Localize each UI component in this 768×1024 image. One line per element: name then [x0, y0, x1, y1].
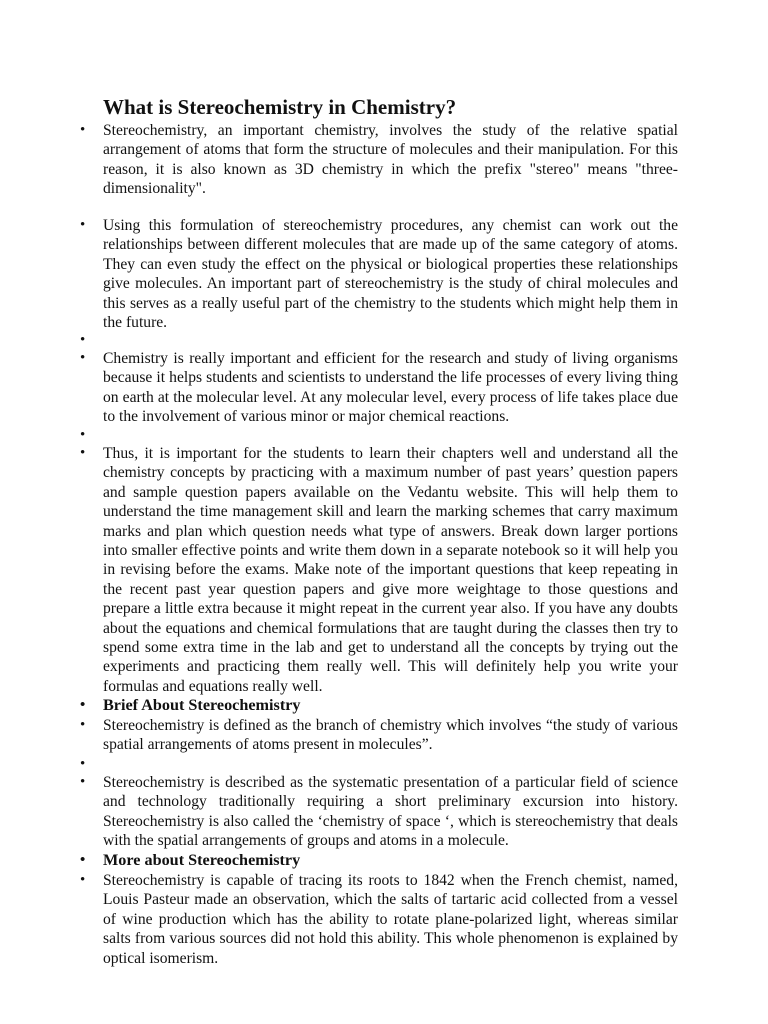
bullet-icon: • [80, 427, 86, 443]
heading-text: Brief About Stereochemistry [103, 696, 301, 714]
paragraph-text: Using this formulation of stereochemistry procedures, any chemist can work out the relationships between different molecules that are made up of the same category of atoms. They can even study the effect on the physical or biological properties these relationships give molecules. An important part of stereochemistry is the study of chiral molecules and this serves as a really useful part of the chemistry to the students which might help them in the future. [103, 217, 678, 332]
paragraph-text: Stereochemistry, an important chemistry, involves the study of the relative spatial arrangement of atoms that form the structure of molecules and their manipulation. For this reason, it is also known as 3D chemistry in which the prefix "stereo" means "three-dimensionality". [103, 122, 678, 198]
list-item [80, 444, 678, 696]
list-item [80, 716, 678, 755]
bullet-icon: • [80, 852, 86, 868]
list-item [80, 216, 678, 332]
paragraph-text: Thus, it is important for the students to learn their chapters well and understand all the chemistry concepts by practicing with a maximum number of past years’ question papers and sample question papers available on the Vedantu website. This will help them to understand the time management skill and learn the marking schemes that carry maximum marks and plan which question needs what type of answers. Break down larger portions into smaller effective points and write them down in a separate notebook so it will help you in revising before the exams. Make note of the important questions that keep repeating in the recent past year question papers and give more weightage to those questions and prepare a little extra because it might repeat in the current year also. If you have any doubts about the equations and chemical formulations that are taught during the classes then try to spend some extra time in the lab and get to understand all the concepts by trying out the experiments and practicing them really well. This will definitely help you write your formulas and equations really well. [103, 445, 678, 695]
bullet-icon: • [80, 217, 86, 233]
list-item [80, 349, 678, 427]
list-item-empty [80, 755, 678, 774]
bullet-icon: • [80, 332, 86, 348]
list-item-empty [80, 331, 678, 350]
list-item-empty [80, 426, 678, 445]
paragraph-text: Stereochemistry is defined as the branch of chemistry which involves “the study of various spatial arrangements of atoms present in molecules”. [103, 717, 678, 754]
list-item [80, 121, 678, 199]
bullet-icon: • [80, 717, 86, 733]
paragraph-text: Chemistry is really important and efficient for the research and study of living organisms because it helps students and scientists to understand the life processes of every living thing on earth at the molecular level. At any molecular level, every process of life takes place due to the involvement of various minor or major chemical reactions. [103, 350, 678, 426]
section-heading [80, 851, 678, 870]
bullet-icon: • [80, 774, 86, 790]
bullet-icon: • [80, 756, 86, 772]
list-item [80, 773, 678, 851]
page-title: What is Stereochemistry in Chemistry? [103, 95, 457, 119]
bullet-icon: • [80, 122, 86, 138]
paragraph-text: Stereochemistry is capable of tracing its roots to 1842 when the French chemist, named, Louis Pasteur made an observation, which the salts of tartaric acid collected from a vessel of wine production which has the ability to rotate plane-polarized light, whereas similar salts from various sources did not hold this ability. This whole phenomenon is explained by optical isomerism. [103, 872, 678, 967]
bullet-icon: • [80, 697, 86, 713]
heading-text: More about Stereochemistry [103, 851, 301, 869]
bullet-icon: • [80, 350, 86, 366]
bullet-icon: • [80, 872, 86, 888]
paragraph-text: Stereochemistry is described as the systematic presentation of a particular field of science and technology traditionally requiring a short preliminary excursion into history. Stereochemistry is also called the ‘chemistry of space ‘, which is stereochemistry that deals with the spatial arrangements of groups and atoms in a molecule. [103, 774, 678, 850]
bullet-icon: • [80, 445, 86, 461]
section-heading [80, 696, 678, 715]
list-item [80, 871, 678, 968]
